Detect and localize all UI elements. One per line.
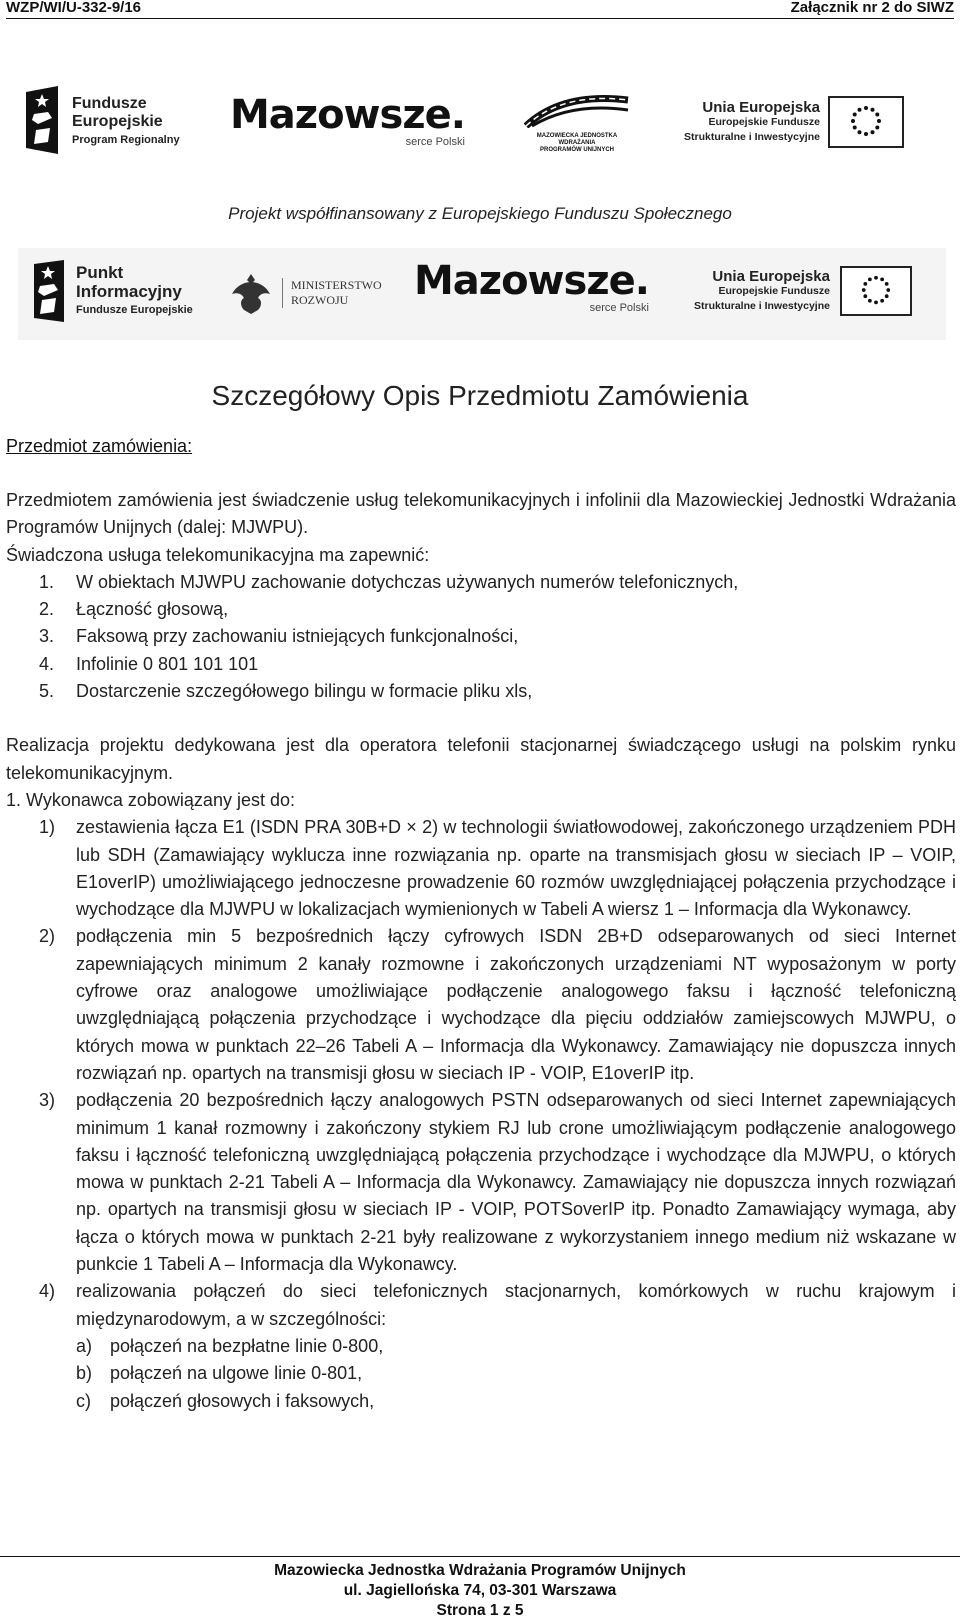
list-number: 2. xyxy=(39,599,55,620)
list-number: 2) xyxy=(39,926,56,947)
list-number: 4) xyxy=(39,1281,56,1302)
list-text: Łączność głosową, xyxy=(76,599,229,620)
mazowsze-logo-bottom xyxy=(414,260,649,314)
list-item xyxy=(76,1360,956,1387)
list-number: 3. xyxy=(39,626,55,647)
mjwpu-road-icon xyxy=(522,92,632,128)
contractor-lead: 1. Wykonawca zobowiązany jest do: xyxy=(6,789,295,810)
ue-line3: Strukturalne i Inwestycyjne xyxy=(684,130,820,143)
list-text: podłączenia min 5 bezpośrednich łączy cyfrowych ISDN 2B+D odseparowanych od sieci Internet zapewniających minimum 2 kanały rozmowne i zakończonych urządzeniami NT wyposażonym w porty cyfrowe oraz analogowe umożliwiające podłączenie analogowego faksu i łączność telefoniczną uwzględniającą połączenia przychodzące i wychodzące dla pięciu oddziałów zamiejscowych MJWPU, o których mowa w punktach 22–26 Tabeli A – Informacja dla Wykonawcy. Zamawiający nie dopuszcza innych rozwiązań np. opartych na transmisji głosu w sieciach IP - VOIP, E1overIP itp. xyxy=(76,926,956,1083)
mjwpu-line2: WDRAŻANIA xyxy=(558,140,596,146)
pi-line2: Informacyjny xyxy=(76,281,182,301)
punkt-informacyjny-logo xyxy=(32,258,193,324)
list-item xyxy=(6,814,956,923)
ue-b-line2: Europejskie Fundusze xyxy=(718,284,830,297)
page-footer xyxy=(0,1556,960,1619)
ue-b-line3: Strukturalne i Inwestycyjne xyxy=(694,299,830,312)
mjwpu-line1: MAZOWIECKA JEDNOSTKA xyxy=(536,133,618,139)
ue-logo-bottom xyxy=(694,266,912,316)
sub-items-list xyxy=(6,1333,956,1415)
ministry-line2: ROZWOJU xyxy=(291,293,349,307)
list-item xyxy=(6,569,956,596)
ue-logo-top xyxy=(684,96,904,148)
list-item xyxy=(6,678,956,705)
mjwpu-line3: PROGRAMÓW UNIJNYCH xyxy=(539,147,614,153)
list-text: podłączenia 20 bezpośrednich łączy analogowych PSTN odseparowanych od sieci Internet zapewniających minimum 1 kanał rozmowny i zakończony stykiem RJ lub crone umożliwiającym podłączenie analogowego faksu i łączność telefoniczną uwzględniającą połączenia przychodzące i wychodzące dla MJWPU, o których mowa w punktach 2-21 Tabeli A – Informacja dla Wykonawcy. Zamawiający nie dopuszcza innych rozwiązań np. opartych na transmisji głosu w sieciach IP - VOIP, POTSoverIP itp. Ponadto Zamawiający wymaga, aby łącza o których mowa w punktach 2-21 były realizowane z wykorzystaniem innego medium niż wskazane w punkcie 1 Tabeli A – Informacja dla Wykonawcy. xyxy=(76,1090,956,1275)
document-title: Szczegółowy Opis Przedmiotu Zamówienia xyxy=(211,380,749,411)
list-number: 5. xyxy=(39,681,55,702)
list-text: połączeń głosowych i faksowych, xyxy=(110,1390,375,1411)
list-item xyxy=(6,596,956,623)
subject-label: Przedmiot zamówienia: xyxy=(6,436,193,456)
cofinancing-note: Projekt współfinansowany z Europejskiego Funduszu Społecznego xyxy=(228,204,732,223)
list-number: 4. xyxy=(39,653,55,674)
service-list xyxy=(6,569,956,705)
footer-organization: Mazowiecka Jednostka Wdrażania Programów Unijnych xyxy=(274,1562,686,1579)
logo-row-top xyxy=(24,84,934,164)
ue-line1: Unia Europejska xyxy=(702,98,820,116)
fe-line2: Europejskie xyxy=(72,113,163,130)
intro-paragraph: Przedmiotem zamówienia jest świadczenie usług telekomunikacyjnych i infolinii dla Mazowieckiej Jednostki Wdrażania Programów Unijnych (dalej: MJWPU). xyxy=(6,490,956,538)
list-number: 3) xyxy=(39,1090,56,1111)
list-item xyxy=(6,623,956,650)
list-letter: c) xyxy=(76,1390,91,1411)
page-header xyxy=(6,0,954,19)
service-lead: Świadczona usługa telekomunikacyjna ma zapewnić: xyxy=(6,544,430,565)
list-item xyxy=(76,1333,956,1360)
mazowsze-wordmark-bottom: Mazowsze. xyxy=(414,258,649,304)
eu-flag-icon-bottom xyxy=(840,266,912,316)
list-text: Faksową przy zachowaniu istniejących funkcjonalności, xyxy=(76,626,519,647)
list-text: W obiektach MJWPU zachowanie dotychczas używanych numerów telefonicznych, xyxy=(76,571,739,592)
page-number: Strona 1 z 5 xyxy=(436,1602,524,1619)
list-item xyxy=(6,923,956,1087)
realization-paragraph: Realizacja projektu dedykowana jest dla operatora telefonii stacjonarnej świadczącego usługi na polskim rynku telekomunikacyjnym. xyxy=(6,735,956,783)
obligations-list xyxy=(6,814,956,1333)
mjwpu-logo xyxy=(522,92,632,154)
pi-flag-icon xyxy=(32,258,66,324)
list-text: realizowania połączeń do sieci telefonicznych stacjonarnych, komórkowych w ruchu krajowym i międzynarodowym, a w szczególności: xyxy=(76,1281,956,1329)
ministry-line1: MINISTERSTWO xyxy=(291,278,382,292)
ue-b-line1: Unia Europejska xyxy=(712,267,830,285)
ministerstwo-rozwoju-logo xyxy=(230,270,382,316)
list-item xyxy=(6,651,956,678)
list-text: połączeń na ulgowe linie 0-801, xyxy=(110,1363,363,1384)
list-item xyxy=(6,1278,956,1333)
eagle-emblem-icon xyxy=(230,270,272,316)
fe-flag-icon xyxy=(24,84,62,156)
mazowsze-tagline: serce Polski xyxy=(405,136,465,148)
list-text: połączeń na bezpłatne linie 0-800, xyxy=(110,1335,384,1356)
eu-flag-icon xyxy=(828,96,904,148)
list-letter: b) xyxy=(76,1363,93,1384)
list-letter: a) xyxy=(76,1335,93,1356)
footer-address: ul. Jagiellońska 74, 03-301 Warszawa xyxy=(343,1582,617,1599)
attachment-label: Załącznik nr 2 do SIWZ xyxy=(790,0,954,16)
list-item xyxy=(76,1388,956,1415)
mazowsze-logo xyxy=(230,94,465,148)
list-text: zestawienia łącza E1 (ISDN PRA 30B+D × 2) w technologii światłowodowej, zakończonego urządzeniem PDH lub SDH (Zamawiający wyklucza inne rozwiązania np. oparte na transmisjach głosu w sieciach IP – VOIP, E1overIP) umożliwiającego jednoczesne prowadzenie 60 rozmów uwzględniającej połączenia przychodzące i wychodzące dla MJWPU w lokalizacjach wymienionych w Tabeli A wiersz 1 – Informacja dla Wykonawcy. xyxy=(76,817,956,920)
logo-row-bottom xyxy=(18,248,946,340)
pi-line1: Punkt xyxy=(76,262,124,282)
list-item xyxy=(6,1087,956,1278)
mazowsze-wordmark: Mazowsze. xyxy=(230,92,465,138)
fe-line3: Program Regionalny xyxy=(72,134,180,146)
document-body xyxy=(6,487,956,1415)
list-number: 1. xyxy=(39,571,55,592)
ue-line2: Europejskie Fundusze xyxy=(708,115,820,128)
fundusze-europejskie-logo xyxy=(24,84,180,156)
list-text: Dostarczenie szczegółowego bilingu w formacie pliku xls, xyxy=(76,681,533,702)
fe-line1: Fundusze xyxy=(72,95,147,112)
pi-line3: Fundusze Europejskie xyxy=(76,303,193,316)
document-reference: WZP/WI/U-332-9/16 xyxy=(6,0,142,16)
list-text: Infolinie 0 801 101 101 xyxy=(76,653,259,674)
mazowsze-tagline-bottom: serce Polski xyxy=(589,302,649,314)
list-number: 1) xyxy=(39,817,56,838)
